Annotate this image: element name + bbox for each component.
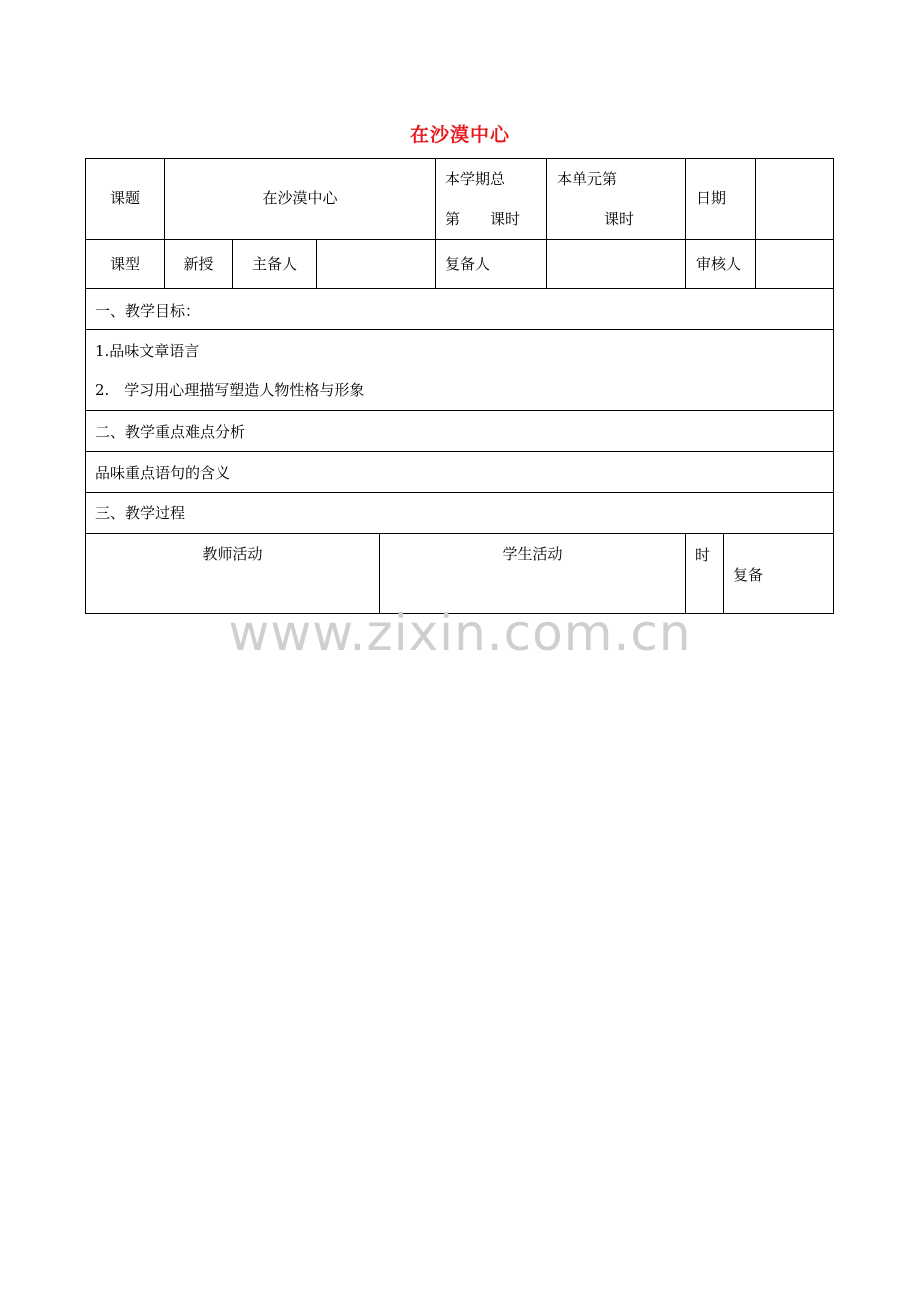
label-reviewer: 审核人 <box>696 255 742 273</box>
label-topic: 课题 <box>109 189 140 207</box>
review-header: 复备 <box>733 566 764 584</box>
unit-lesson-label: 本单元第 <box>557 170 618 188</box>
label-main-preparer: 主备人 <box>251 255 297 273</box>
lesson-type-value: 新授 <box>183 255 214 273</box>
objective-item: 2. 学习用心理描写塑造人物性格与形象 <box>95 381 365 399</box>
section-objectives-heading: 一、教学目标： <box>95 302 201 320</box>
document-title: 在沙漠中心 <box>409 124 510 146</box>
unit-lesson-suffix: 课时 <box>604 210 635 228</box>
label-lesson-type: 课型 <box>109 255 140 273</box>
key-points-text: 品味重点语句的含义 <box>95 464 231 482</box>
label-date: 日期 <box>696 189 727 207</box>
student-activity-header: 学生活动 <box>502 545 563 563</box>
semester-lesson-label: 第 课时 <box>445 210 521 228</box>
time-header: 时 <box>695 546 711 564</box>
watermark: www.zixin.com.cn <box>228 604 692 662</box>
objective-item: 1.品味文章语言 <box>95 342 200 360</box>
semester-total-label: 本学期总 <box>445 170 506 188</box>
topic-value: 在沙漠中心 <box>262 189 338 207</box>
teacher-activity-header: 教师活动 <box>202 545 263 563</box>
section-process-heading: 三、教学过程 <box>95 504 186 522</box>
label-review-preparer: 复备人 <box>445 255 491 273</box>
section-key-points-heading: 二、教学重点难点分析 <box>95 423 246 441</box>
